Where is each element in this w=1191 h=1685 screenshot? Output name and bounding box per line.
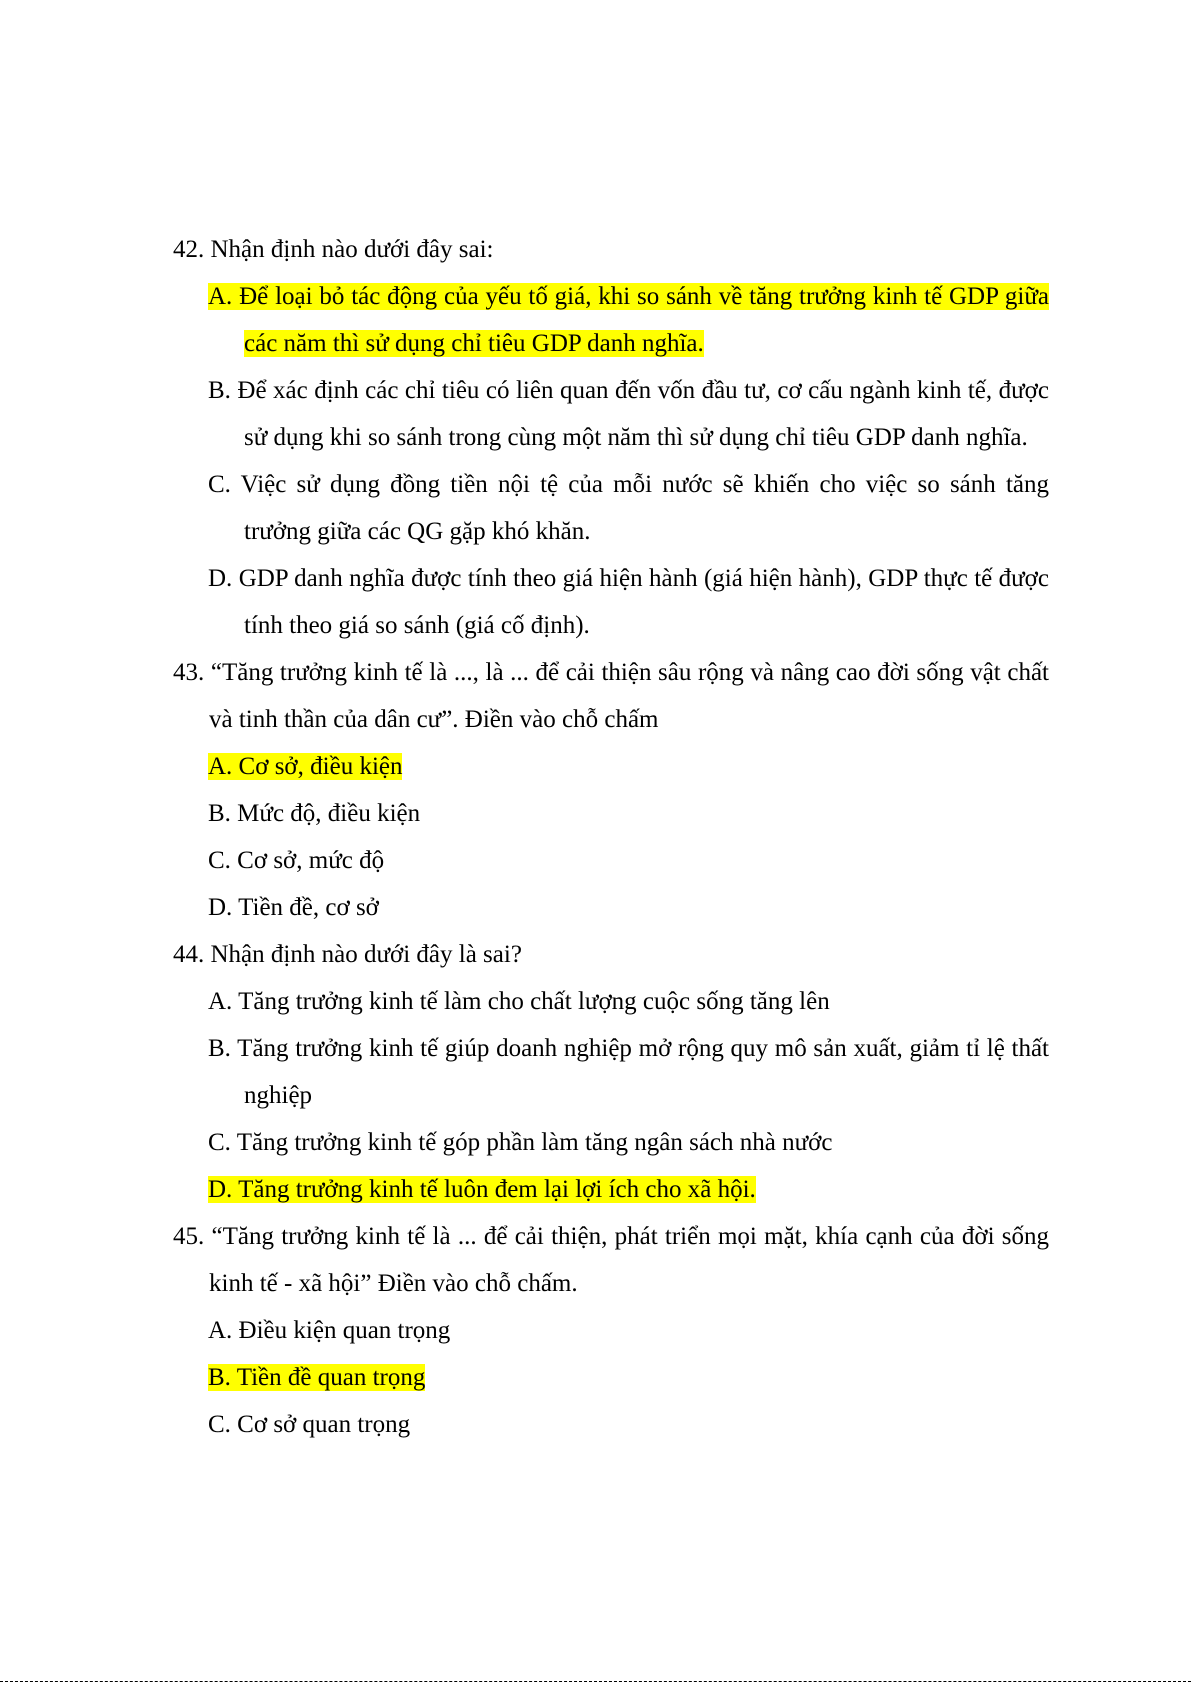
question-42-option-a [173, 273, 1049, 367]
question-45-option-a: A. Điều kiện quan trọng [208, 1317, 451, 1344]
question-43-option-a [173, 743, 1049, 790]
question-45-option-c: C. Cơ sở quan trọng [208, 1411, 411, 1438]
question-43 [173, 649, 1049, 931]
question-42-option-b: B. Để xác định các chỉ tiêu có liên quan đến vốn đầu tư, cơ cấu ngành kinh tế, được sử dụng khi so sánh trong cùng một năm thì sử dụng chỉ tiêu GDP danh nghĩa. [208, 377, 1049, 451]
question-44-stem: 44. Nhận định nào dưới đây là sai? [173, 941, 522, 968]
question-44-option-a: A. Tăng trưởng kinh tế làm cho chất lượng cuộc sống tăng lên [208, 988, 830, 1015]
question-42-option-c: C. Việc sử dụng đồng tiền nội tệ của mỗi nước sẽ khiến cho việc so sánh tăng trưởng giữa các QG gặp khó khăn. [208, 471, 1049, 545]
question-42-option-d: D. GDP danh nghĩa được tính theo giá hiện hành (giá hiện hành), GDP thực tế được tính theo giá so sánh (giá cố định). [208, 565, 1049, 639]
page-bottom-divider [0, 1681, 1191, 1682]
question-44 [173, 931, 1049, 1213]
question-43-option-c: C. Cơ sở, mức độ [208, 847, 385, 874]
question-45-option-b [173, 1354, 1049, 1401]
highlighted-answer: A. Cơ sở, điều kiện [208, 753, 403, 780]
question-43-option-b: B. Mức độ, điều kiện [208, 800, 421, 827]
highlighted-answer: D. Tăng trưởng kinh tế luôn đem lại lợi ích cho xã hội. [208, 1176, 756, 1203]
question-42 [173, 226, 1049, 649]
question-44-option-c: C. Tăng trưởng kinh tế góp phần làm tăng ngân sách nhà nước [208, 1129, 833, 1156]
question-list [173, 226, 1049, 1448]
highlighted-answer: A. Để loại bỏ tác động của yếu tố giá, khi so sánh về tăng trưởng kinh tế GDP giữa các năm thì sử dụng chỉ tiêu GDP danh nghĩa. [208, 283, 1049, 357]
question-44-option-b: B. Tăng trưởng kinh tế giúp doanh nghiệp mở rộng quy mô sản xuất, giảm tỉ lệ thất nghiệp [208, 1035, 1049, 1109]
question-42-stem: 42. Nhận định nào dưới đây sai: [173, 236, 494, 263]
question-45 [173, 1213, 1049, 1448]
question-44-option-d [173, 1166, 1049, 1213]
question-43-option-d: D. Tiền đề, cơ sở [208, 894, 379, 921]
question-45-stem: 45. “Tăng trưởng kinh tế là ... để cải thiện, phát triển mọi mặt, khía cạnh của đời sống kinh tế - xã hội” Điền vào chỗ chấm. [173, 1223, 1049, 1297]
highlighted-answer: B. Tiền đề quan trọng [208, 1364, 426, 1391]
question-43-stem: 43. “Tăng trưởng kinh tế là ..., là ... để cải thiện sâu rộng và nâng cao đời sống vật chất và tinh thần của dân cư”. Điền vào chỗ chấm [173, 659, 1049, 733]
